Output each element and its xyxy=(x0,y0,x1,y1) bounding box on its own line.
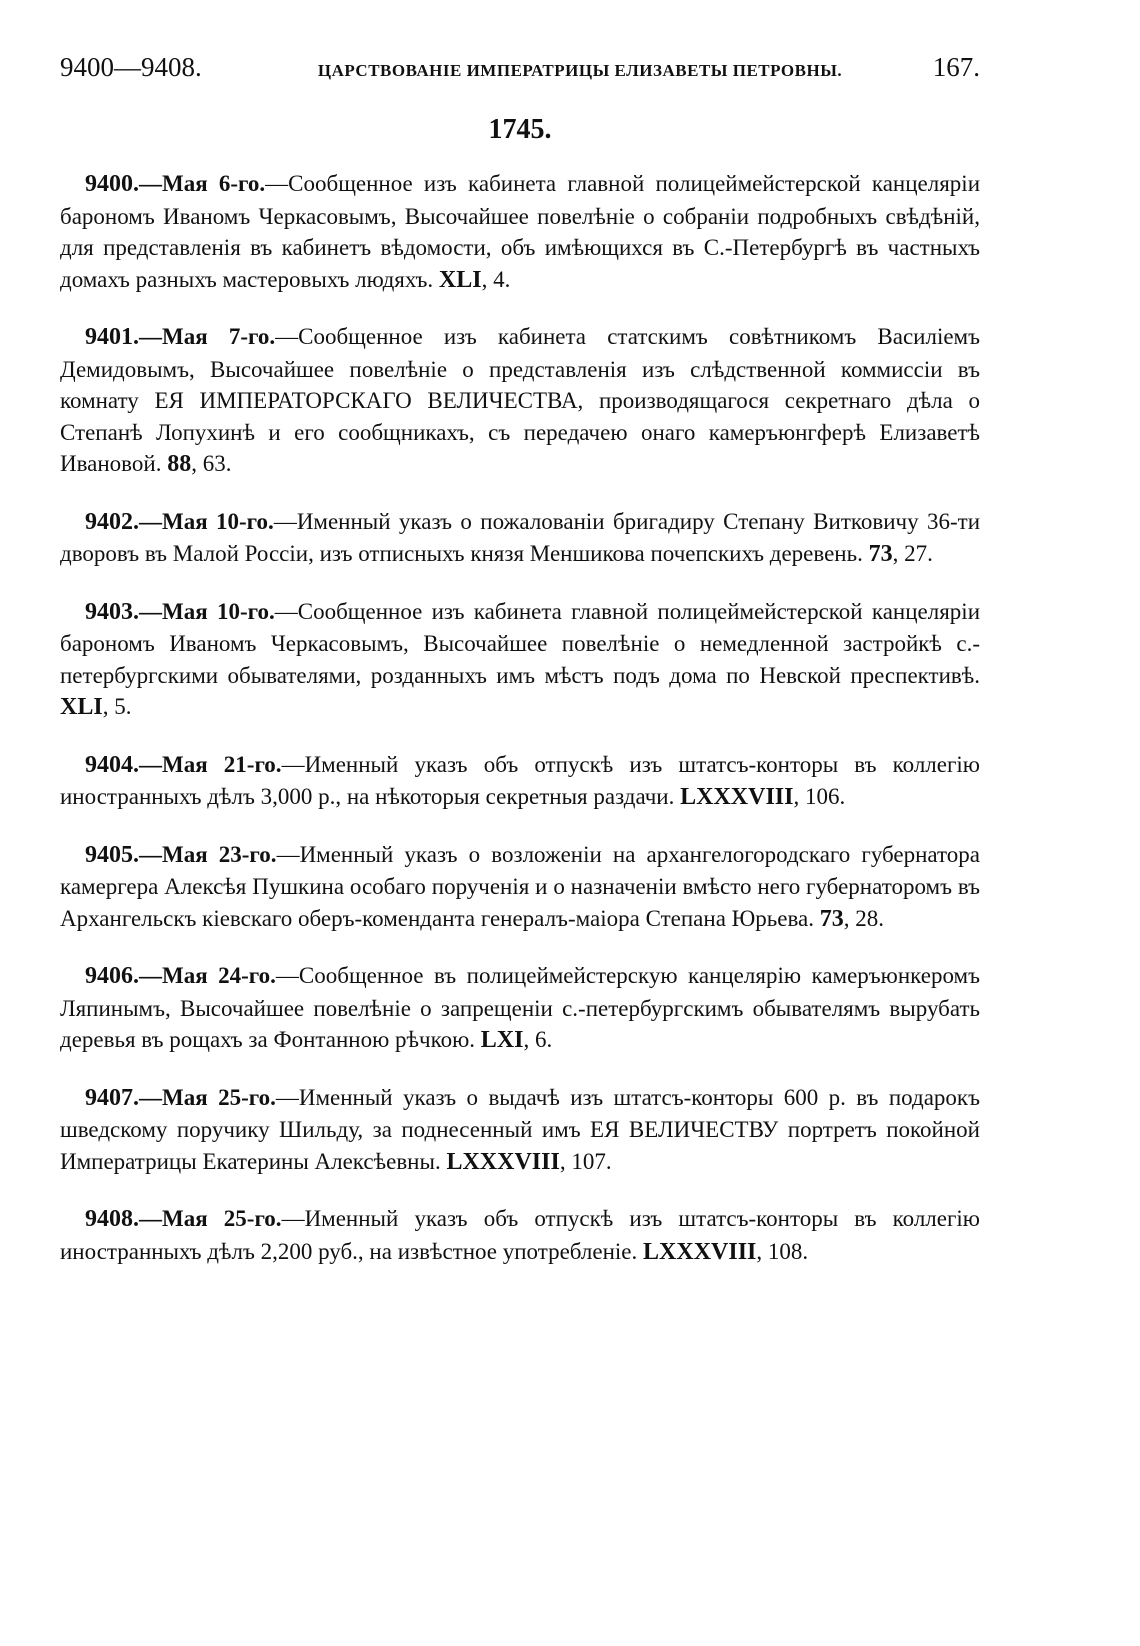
entry-number: 9402. xyxy=(85,508,139,535)
entry-number: 9403. xyxy=(85,598,139,625)
entry-number: 9406. xyxy=(85,963,139,989)
entry-ref-volume: LXXXVIII xyxy=(643,1238,757,1265)
entry-date: —Мая 25-го. xyxy=(139,1206,282,1231)
entry-ref-page: , 27. xyxy=(892,541,933,566)
entry-date: —Мая 6-го. xyxy=(139,171,266,196)
entry-date: —Мая 25-го. xyxy=(139,1084,276,1110)
entry-ref-page: , 108. xyxy=(756,1238,809,1264)
entry xyxy=(60,596,980,724)
entry-ref-page: , 106. xyxy=(793,784,846,809)
year-heading: 1745. xyxy=(488,114,552,145)
entry-ref-page: , 63. xyxy=(191,451,232,476)
entry-text: —Именный указъ о пожалованіи бригадиру Степану Витковичу 36-ти дворовъ въ Малой Россіи, изъ отписныхъ князя Меншикова почепскихъ деревень. xyxy=(60,508,981,566)
entry xyxy=(60,1082,980,1179)
document-page xyxy=(60,52,980,1293)
entry xyxy=(60,168,980,296)
entry-ref-page: , 28. xyxy=(843,905,885,931)
running-header xyxy=(60,52,980,92)
entry-text: —Именный указъ объ отпускѣ изъ штатсъ-конторы въ коллегію иностранныхъ дѣлъ 3,000 р., на нѣкоторыя секретныя раздачи. xyxy=(60,751,980,809)
running-title: ЦАРСТВОВАНІЕ ИМПЕРАТРИЦЫ ЕЛИЗАВЕТЫ ПЕТРОВНЫ. xyxy=(317,61,843,80)
entry-ref-volume: LXXXVIII xyxy=(680,784,794,810)
entry xyxy=(60,960,980,1057)
entry-number: 9405. xyxy=(85,841,139,868)
entry xyxy=(60,1203,980,1268)
entry-date: —Мая 7-го. xyxy=(139,324,276,349)
entry-ref-volume: LXI xyxy=(480,1027,524,1053)
entry-text: —Именный указъ объ отпускѣ изъ штатсъ-конторы въ коллегію иностранныхъ дѣлъ 2,200 руб., на извѣстное употребленіе. xyxy=(60,1206,980,1264)
entry-ref-volume: XLI xyxy=(60,694,103,720)
entry-number: 9408. xyxy=(85,1206,139,1232)
entry-ref-page: , 6. xyxy=(523,1027,553,1052)
entry-text: —Сообщенное въ полицеймейстерскую канцелярію камеръюнкеромъ Ляпинымъ, Высочайшее повелѣніе о запрещеніи с.-петербургскимъ обывателямъ вырубать деревья въ рощахъ за Фонтанною рѣчкою. xyxy=(60,963,980,1052)
entry-date: —Мая 10-го. xyxy=(139,508,274,534)
entry-date: —Мая 21-го. xyxy=(139,751,282,777)
entry-ref-page: , 4. xyxy=(481,266,511,292)
entry-text: —Сообщенное изъ кабинета статскимъ совѣтникомъ Василіемъ Демидовымъ, Высочайшее повелѣніе о представленія изъ слѣдственной коммиссіи въ комнату ЕЯ ИМПЕРАТОРСКАГО ВЕЛИЧЕСТВА, производящагося секретнаго дѣла о Степанѣ Лопухинѣ и его сообщникахъ, съ передачею онаго камеръюнгферѣ Елизаветѣ Ивановой. xyxy=(60,324,980,476)
entry-number: 9404. xyxy=(85,751,139,778)
entry-date: —Мая 24-го. xyxy=(139,963,276,988)
entry-number: 9407. xyxy=(85,1084,139,1111)
entry-ref-volume: 88 xyxy=(167,451,192,477)
entry-ref-volume: 73 xyxy=(868,541,893,567)
entry xyxy=(60,321,980,481)
entry-text: —Сообщенное изъ кабинета главной полицеймейстерской канцеляріи барономъ Иваномъ Черкасовымъ, Высочайшее повелѣніе о собраніи подробныхъ свѣдѣній, для представленія въ кабинетъ вѣдомости, объ имѣющихся въ С.-Петербургѣ въ частныхъ домахъ разныхъ мастеровыхъ людяхъ. xyxy=(60,171,981,292)
entry-date: —Мая 23-го. xyxy=(139,841,277,867)
entry-number: 9401. xyxy=(85,324,139,350)
entry-list xyxy=(60,168,980,1268)
page-number: 167. xyxy=(932,52,980,82)
entry-range: 9400—9408. xyxy=(60,52,202,82)
entry-ref-page: , 5. xyxy=(102,694,132,719)
entry xyxy=(60,749,980,814)
entry-ref-volume: XLI xyxy=(438,266,482,293)
entry-text: —Именный указъ о выдачѣ изъ штатсъ-конторы 600 р. въ подарокъ шведскому поручику Шильду, за поднесенный имъ ЕЯ ВЕЛИЧЕСТВУ портретъ покойной Императрицы Екатерины Алексѣевны. xyxy=(60,1084,980,1174)
entry xyxy=(60,506,980,571)
entry-ref-volume: 73 xyxy=(819,905,844,932)
entry-text: —Сообщенное изъ кабинета главной полицеймейстерской канцеляріи барономъ Иваномъ Черкасовымъ, Высочайшее повелѣніе о немедленной застройкѣ с.-петербургскими обывателями, розданныхъ имъ мѣстъ подъ дома по Невской преспективѣ. xyxy=(60,598,980,688)
entry-text: —Именный указъ о возложеніи на архангелогородскаго губернатора камергера Алексѣя Пушкина особаго порученія и о назначеніи вмѣсто него губернаторомъ въ Архангельскъ кіевскаго оберъ-коменданта генералъ-маіора Степана Юрьева. xyxy=(60,841,981,931)
entry xyxy=(60,839,980,936)
entry-ref-volume: LXXXVIII xyxy=(446,1148,560,1175)
entry-date: —Мая 10-го. xyxy=(139,598,275,624)
entry-number: 9400. xyxy=(85,171,139,197)
entry-ref-page: , 107. xyxy=(559,1148,612,1174)
